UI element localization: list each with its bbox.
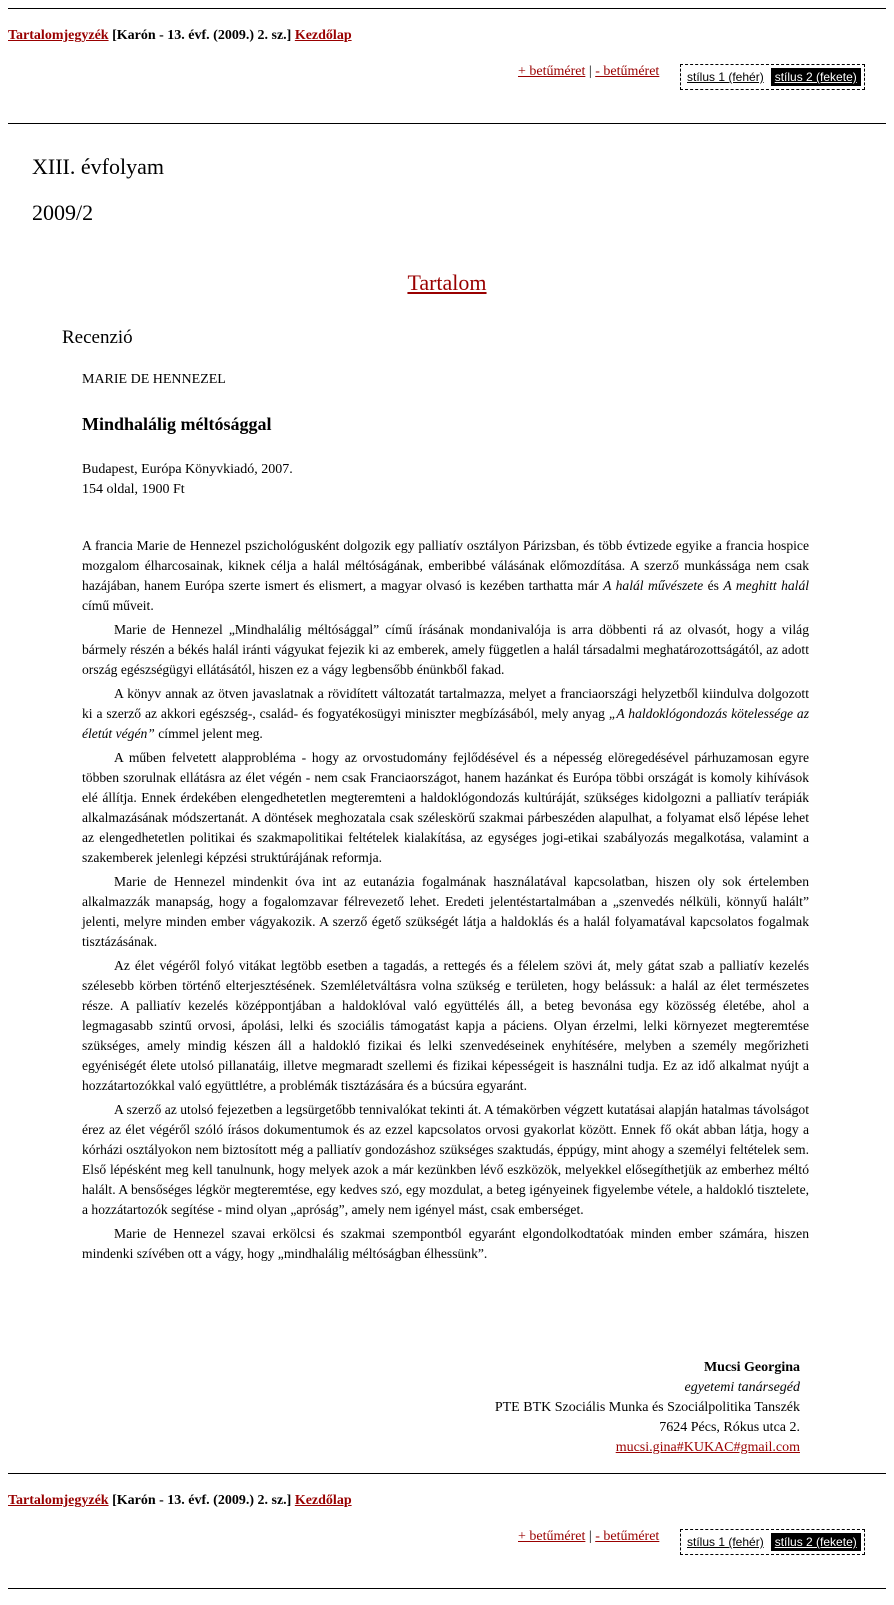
review-body	[82, 536, 809, 1268]
style-switcher	[680, 64, 865, 90]
publisher: Budapest, Európa Könyvkiadó, 2007.	[82, 462, 293, 477]
font-increase-link[interactable]: + betűméret	[518, 64, 586, 79]
style-black-link[interactable]: stílus 2 (fekete)	[771, 68, 861, 86]
top-nav	[8, 28, 352, 44]
font-decrease-link[interactable]: - betűméret	[595, 64, 660, 79]
style-white-link[interactable]: stílus 1 (fehér)	[687, 70, 764, 84]
footer-divider	[8, 1473, 886, 1474]
font-sep: |	[588, 64, 592, 79]
book-author: MARIE DE HENNEZEL	[82, 372, 226, 387]
font-size-controls-bottom	[518, 1529, 659, 1545]
toc-title-link[interactable]: Tartalom	[407, 270, 487, 295]
paragraph: Az élet végéről folyó vitákat legtöbb esetben a tagadás, a rettegés és a félelem szövi át, mely gátat szab a palliatív kezelés szélesebb körben történő elterjesztésének. Szemléletváltásra volna szükség e területen, hogy belássuk: a halál az élet természetes része. A palliatív kezelés középpontjában a haldoklóval való együttélés áll, a beteg bevonása egy közösség életébe, ahol a legmagasabb szintű orvosi, ápolási, lelki és szociális támogatást kapja a páciens. Olyan érzelmi, lelki környezet megteremtése szükséges, amely mindig készen áll a haldokló fizikai és lelki szenvedéseinek enyhítésére, melyben a személy megőrizheti egyéniségét élete utolsó pillanatáig, illetve megmaradt szellemi és fizikai képességeit is használni tudja. Ez az idő alkalmat nyújt a hozzátartozókkal való együttlétre, a problémák tisztázására és a búcsúra egyaránt.	[82, 958, 809, 1093]
paragraph: A műben felvetett alapprobléma - hogy az orvostudomány fejlődésével és a népesség elöregedésével párhuzamosan egyre többen szorulnak ellátásra az élet végén - nem csak Franciaországot, hanem hazánkat és Európa többi országát is komoly kihívások elé állítja. Ennek érdekében elengedhetetlen megteremteni a haldoklógondozás kultúráját, szükséges kidolgozni a palliatív terápiák alkalmazásának módszertanát. A döntések meghozatala csak széleskörű szakmai párbeszéden alapulhat, a folyamat első lépése lehet az elengedhetetlen politikai és szakmapolitikai feltételek kialakítása, az egységes jogi-etikai szabályozás megalkotása, valamint a szakemberek jelenlegi képzési struktúrájának reformja.	[82, 750, 809, 865]
top-divider	[8, 8, 886, 9]
paragraph: Marie de Hennezel „Mindhalálig méltósággal” című írásának mondanivalója is arra döbbenti rá az olvasót, hogy a világ bármely részén a békés halál iránti vágyukat fejezik ki az emberek, amely független a halál társadalmi meghatározottságától, az adott ország egészségügyi ellátásától, hiszen ez a vágy legbensőbb énünkből fakad.	[82, 622, 809, 677]
paragraph: A könyv annak az ötven javaslatnak a rövidített változatát tartalmazza, melyet a franciaországi helyzetből kiindulva dolgozott ki a szerző az akkori egészség-, család- és fogyatékosügyi miniszter megbízásából, mely anyag „A haldoklógondozás kötelessége az életút végén” címmel jelent meg.	[82, 686, 809, 741]
header-divider	[8, 123, 886, 124]
toc-link[interactable]: Tartalomjegyzék	[8, 28, 109, 43]
reviewer-email-link[interactable]: mucsi.gina#KUKAC#gmail.com	[615, 1440, 800, 1455]
reviewer-address: 7624 Pécs, Rókus utca 2.	[659, 1420, 800, 1435]
style-white-link-bottom[interactable]: stílus 1 (fehér)	[687, 1535, 764, 1549]
pages-price: 154 oldal, 1900 Ft	[82, 482, 185, 497]
style-switcher-bottom	[680, 1529, 865, 1555]
reviewer-role: egyetemi tanársegéd	[684, 1380, 800, 1395]
paragraph: Marie de Hennezel szavai erkölcsi és szakmai szempontból egyaránt elgondolkodtatóak minden ember számára, hiszen mindenki szívében ott a vágy, hogy „mindhalálig méltóságban élhessünk”.	[82, 1226, 809, 1261]
issue-number: 2009/2	[32, 200, 94, 225]
reviewer-dept: PTE BTK Szociális Munka és Szociálpolitika Tanszék	[494, 1400, 800, 1415]
toc-link-bottom[interactable]: Tartalomjegyzék	[8, 1493, 109, 1508]
paragraph: A szerző az utolsó fejezetben a legsürgetőbb tennivalókat tekinti át. A témakörben végzett kutatásai alapján hatalmas távolságot érez az élet végéről szóló írásos dokumentumok és az ezzel kapcsolatos orvosi gyakorlat között. Ennek fő okát abban látja, hogy a kórházi osztályokon nem biztosított még a palliatív gondozáshoz szükséges szaktudás, éppúgy, mint ahogy a személyi feltételek sem. Első lépésként meg kell tanulnunk, hogy melyek azok a már kezünkben lévő eszközök, melyekkel elősegíthetjük az emberhez méltó halált. A bensőséges légkör megteremtése, egy kedves szó, egy mozdulat, a beteg igényeinek figyelembe vétele, a haldokló tisztelete, a hozzátartozók segítése - mind olyan „apróság”, amely nem igényel mást, csak emberséget.	[82, 1102, 809, 1217]
font-increase-link-bottom[interactable]: + betűméret	[518, 1529, 586, 1544]
issue-label-bottom: [Karón - 13. évf. (2009.) 2. sz.]	[112, 1493, 292, 1508]
font-sep-bottom: |	[588, 1529, 592, 1544]
reviewer-name: Mucsi Georgina	[703, 1360, 800, 1375]
font-size-controls	[518, 64, 659, 80]
bottom-divider	[8, 1588, 886, 1589]
home-link[interactable]: Kezdőlap	[294, 28, 352, 43]
reviewer-signature	[495, 1358, 800, 1458]
paragraph: A francia Marie de Hennezel pszichológusként dolgozik egy palliatív osztályon Párizsban, és több évtizede egyike a francia hospice mozgalom élharcosainak, kiknek célja a halál méltóságának, emberibbé válásának előmozdítása. A szerző munkássága nem csak hazájában, hanem Európa szerte ismert és elismert, a magyar olvasó is kezében tarthatta már A halál művészete és A meghitt halál című műveit.	[82, 538, 810, 613]
bottom-nav	[8, 1493, 352, 1509]
section-heading: Recenzió	[62, 327, 133, 348]
style-black-link-bottom[interactable]: stílus 2 (fekete)	[771, 1533, 861, 1551]
issue-label: [Karón - 13. évf. (2009.) 2. sz.]	[112, 28, 292, 43]
home-link-bottom[interactable]: Kezdőlap	[294, 1493, 352, 1508]
publication-info	[82, 460, 293, 500]
paragraph: Marie de Hennezel mindenkit óva int az eutanázia fogalmának használatával kapcsolatban, hiszen oly sok értelemben alkalmazzák manapság, hogy a fogalomzavar félrevezető lehet. Eredeti jelentéstartalmában a „szenvedés nélküli, könnyű halált” jelenti, melyre minden ember vágyakozik. A szerző égető szükségét látja a haldoklás és a halál folyamatával kapcsolatos fogalmak tisztázásának.	[82, 874, 809, 949]
font-decrease-link-bottom[interactable]: - betűméret	[595, 1529, 660, 1544]
volume-title: XIII. évfolyam	[32, 154, 164, 179]
book-title: Mindhalálig méltósággal	[82, 414, 272, 434]
toc-title	[0, 270, 894, 296]
